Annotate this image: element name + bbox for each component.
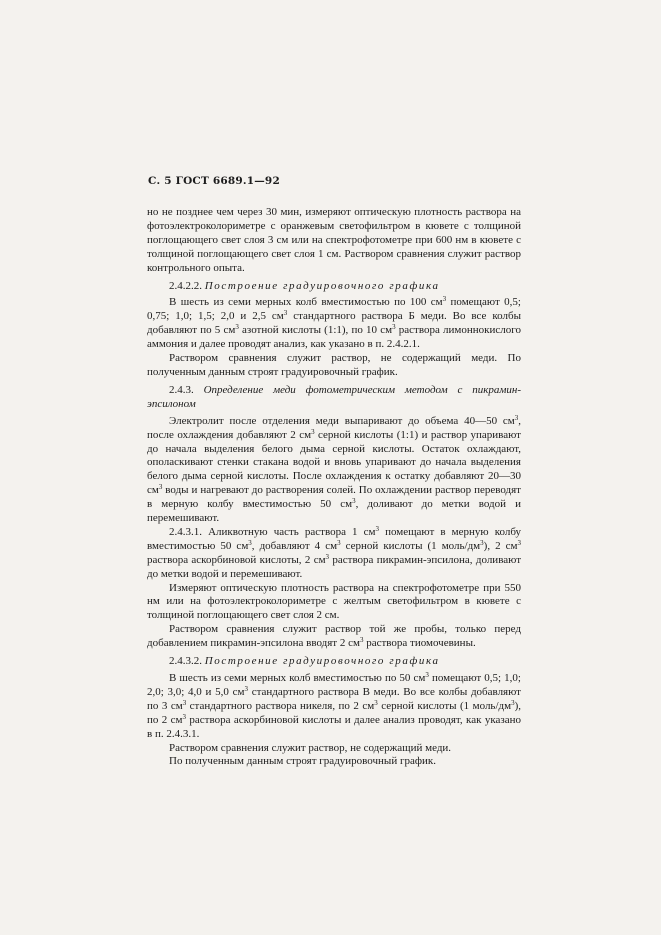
text-run: 2.4.2.2. [169, 279, 205, 292]
text-run: , после охлаждения добавляют 2 см [147, 414, 521, 441]
paragraph [147, 526, 521, 582]
paragraph [147, 672, 521, 742]
text-run: раствора аскорбиновой кислоты и далее анализ проводят, как указано в п. 2.4.3.1. [147, 713, 521, 740]
text-run: ), по 2 см [147, 699, 521, 726]
text-run: стандартного раствора В меди. Во все колбы добавляют по 3 см [147, 685, 521, 712]
text-run: серной кислоты (1 моль/дм [340, 539, 481, 552]
paragraph [147, 415, 521, 526]
superscript: 3 [235, 323, 239, 332]
superscript: 3 [480, 538, 484, 547]
superscript: 3 [248, 538, 252, 547]
paragraph [147, 742, 521, 756]
paragraph [147, 206, 521, 276]
text-run: помещают 0,5; 0,75; 1,0; 1,5; 2,0 и 2,5 см [147, 296, 521, 323]
superscript: 3 [182, 712, 187, 721]
superscript: 3 [352, 497, 356, 506]
body-text [147, 206, 521, 769]
text-run: , доливают до метки водой и перемешивают. [147, 498, 521, 525]
text-run: , добавляют 4 см [251, 539, 338, 552]
text-run: серной кислоты (1 моль/дм [377, 699, 512, 712]
text-run: В шесть из семи мерных колб вместимостью по 50 см [169, 672, 426, 684]
text-run: 2.4.3. [169, 383, 204, 396]
text-run: раствора тиомочевины. [363, 637, 476, 650]
superscript: 3 [359, 636, 364, 645]
paragraph [147, 582, 521, 624]
paragraph [147, 296, 521, 352]
text-run: В шесть из семи мерных колб вместимостью по 100 см [169, 296, 443, 309]
text-run: помещают 0,5; 1,0; 2,0; 3,0; 4,0 и 5,0 см [147, 672, 521, 698]
text-run: раствора лимоннокислого аммония и далее проводят анализ, как указано в п. 2.4.2.1. [147, 324, 521, 351]
text-run: 2.4.3.2. [169, 655, 205, 668]
text-run: раствора аскорбиновой кислоты, 2 см [147, 553, 326, 566]
superscript: 3 [375, 524, 379, 533]
superscript: 3 [158, 483, 163, 492]
text-run: По полученным данным строят градуировочный график. [169, 755, 436, 768]
text-run: раствора пикрамин-эпсилона, доливают до метки водой и перемешивают. [147, 553, 522, 580]
superscript: 3 [283, 309, 288, 318]
superscript: 3 [182, 698, 187, 707]
text-run: серной кислоты (1:1) и раствор упаривают до начала выделения белого дыма серной кислоты. Остаток охлаждают, ополаскивают стенки стакана водой и вновь упаривают до начала выделения белого дыма серной кислоты. После охлаждения к остатку добавляют 20—30 см [147, 428, 521, 497]
section-heading [147, 655, 521, 669]
superscript: 3 [511, 698, 515, 707]
text-run: Электролит после отделения меди выпаривают до объема 40—50 см [169, 414, 515, 427]
superscript: 3 [337, 538, 341, 547]
text-run: азотной кислоты (1:1), по 10 см [238, 324, 393, 337]
text-run: стандартного раствора никеля, по 2 см [186, 699, 375, 712]
superscript: 3 [392, 323, 396, 332]
text-run: но не позднее чем через 30 мин, измеряют оптическую плотность раствора на фотоэлектроколориметре с оранжевым светофильтром в кювете с толщиной поглощающего свет слоя 3 см или на спектрофотометре при 600 нм в кювете с толщиной поглощающего свет слоя 1 см. Раствором сравнения служит раствор контрольного опыта. [147, 206, 521, 274]
text-run: помещают в мерную колбу вместимостью 50 см [147, 525, 521, 552]
text-run: стандартного раствора Б меди. Во все колбы добавляют по 5 см [147, 310, 521, 337]
text-run: воды и нагревают до растворения солей. По охлаждении раствор переводят в мерную колбу вместимостью 50 см [147, 484, 521, 511]
superscript: 3 [517, 538, 521, 547]
paragraph [147, 755, 521, 769]
text-run: Определение меди фотометрическим методом с пикрамин-эпсилоном [147, 383, 521, 410]
superscript: 3 [325, 552, 330, 561]
superscript: 3 [425, 671, 429, 679]
superscript: 3 [244, 684, 248, 693]
text-run: Раствором сравнения служит раствор, не содержащий меди. [169, 741, 452, 754]
text-run: Построение градуировочного графика [204, 655, 440, 668]
text-run: ), 2 см [483, 539, 518, 552]
paragraph [147, 352, 521, 380]
text-run: Раствором сравнения служит раствор той же пробы, только перед добавлением пикрамин-эпсилона вводят 2 см [147, 623, 521, 650]
page-header: С. 5 ГОСТ 6689.1—92 [148, 175, 280, 187]
section-heading [147, 384, 521, 412]
superscript: 3 [374, 698, 378, 707]
text-run: Измеряют оптическую плотность раствора на спектрофотометре при 550 нм или на фотоэлектроколориметре с желтым светофильтром в кювете с толщиной поглощающего свет слоя 2 см. [147, 581, 521, 622]
superscript: 3 [514, 413, 519, 422]
text-run: Построение градуировочного графика [204, 279, 440, 292]
text-run: 2.4.3.1. Аликвотную часть раствора 1 см [169, 525, 376, 538]
text-run: Раствором сравнения служит раствор, не содержащий меди. По полученным данным строят градуировочный график. [147, 352, 521, 378]
superscript: 3 [311, 427, 315, 436]
superscript: 3 [442, 295, 447, 304]
section-heading [147, 280, 521, 294]
paragraph [147, 623, 521, 651]
